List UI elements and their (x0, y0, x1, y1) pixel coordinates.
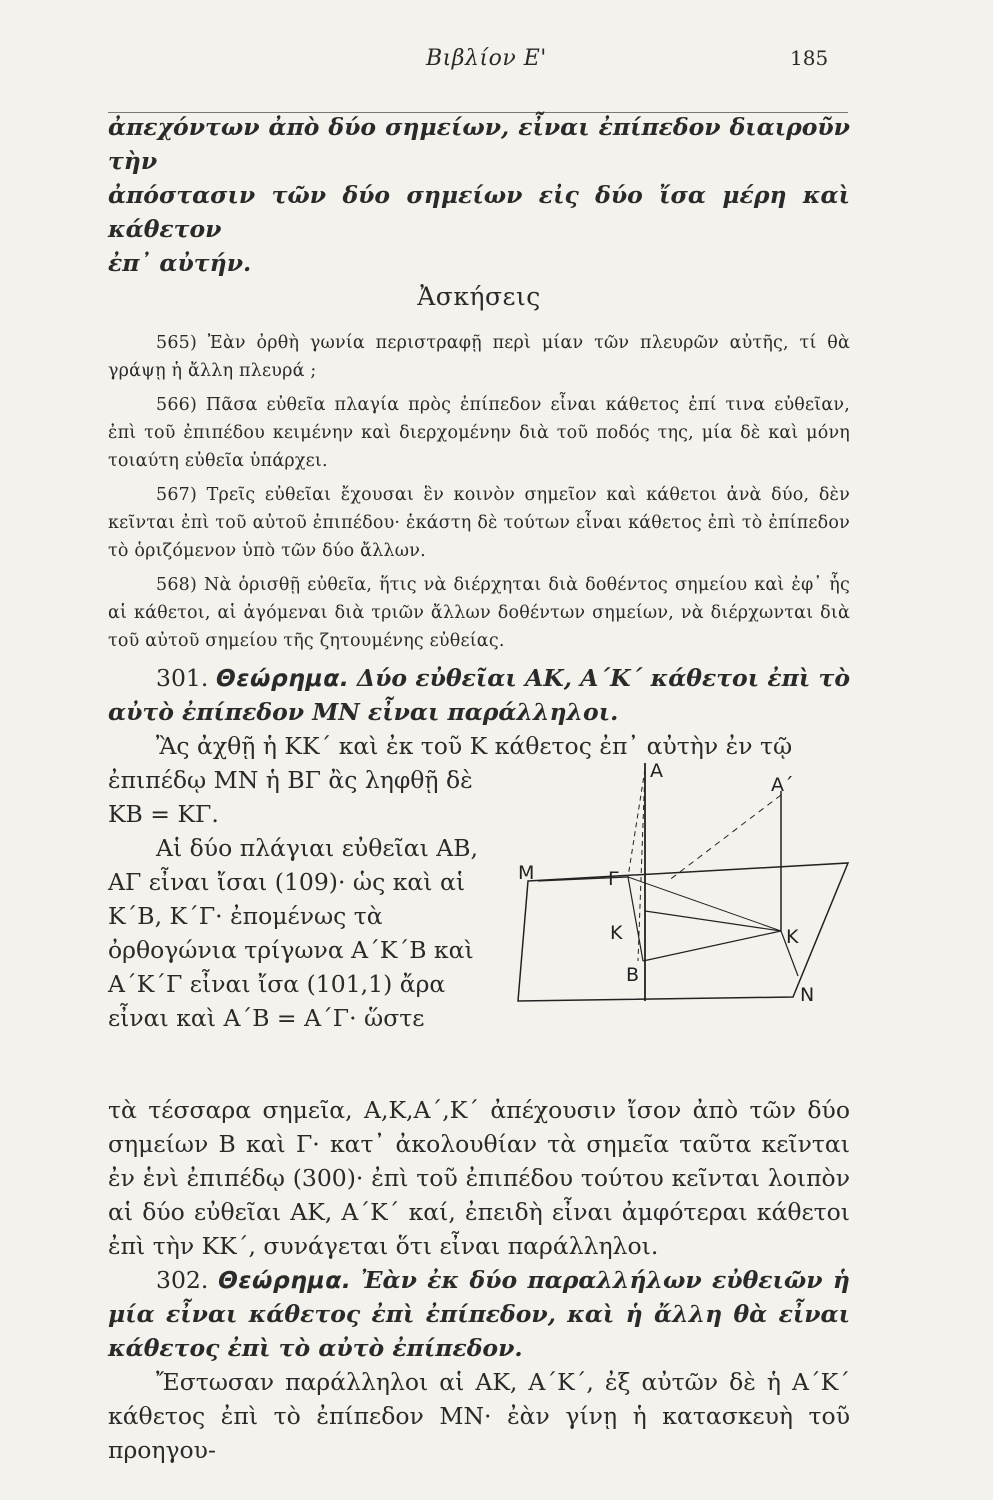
theorem-302-statement (108, 1263, 850, 1365)
theorem-302-proof: Ἔστωσαν παράλληλοι αἱ ΑΚ, Α΄Κ΄, ἐξ αὐτῶν δὲ ἡ Α΄Κ΄ κάθετος ἐπὶ τὸ ἐπίπεδον ΜΝ· ἐὰν γίνῃ ἡ κατασκευὴ τοῦ προηγου- (108, 1368, 850, 1464)
label-A-prime: A΄ (771, 774, 794, 796)
proof-with-figure (108, 760, 850, 1093)
label-A: A (650, 760, 663, 782)
running-title: Βιβλίον Ε' (426, 46, 547, 71)
line-ag-dashed (628, 769, 645, 877)
theorem-302-number: 302. (156, 1266, 209, 1294)
theorem-301-number: 301. (156, 664, 209, 692)
geometry-figure (498, 751, 878, 1111)
theorem-301-proof-end: τὰ τέσσαρα σημεῖα, Α,Κ,Α΄,Κ΄ ἀπέχουσιν ἴσον ἀπὸ τῶν δύο σημείων Β καὶ Γ· κατ᾽ ἀκολουθίαν τὰ σημεῖα ταῦτα κεῖνται ἐν ἑνὶ ἐπιπέδῳ (300)· ἐπὶ τοῦ ἐπιπέδου τούτου κεῖνται λοιπὸν αἱ δύο εὐθεῖαι ΑΚ, Α΄Κ΄ καί, ἐπειδὴ εἶναι ἀμφότεραι κάθετοι ἐπὶ τὴν ΚΚ΄, συνάγεται ὅτι εἶναι παράλληλοι. (108, 1096, 850, 1260)
theorem-301-proof-first: Ἂς ἀχθῇ ἡ ΚΚ΄ καὶ ἐκ τοῦ Κ κάθετος ἐπ᾽ αὐτὴν ἐν τῷ (156, 732, 793, 760)
theorem-301-proof-wrap-2: Αἱ δύο πλάγιαι εὐθεῖαι ΑΒ, ΑΓ εἶναι ἴσαι (109)· ὡς καὶ αἱ Κ΄Β, Κ΄Γ· ἐπομένως τὰ ὀρθογώνια τρίγωνα Α΄Κ΄Β καὶ Α΄Κ΄Γ εἶναι ἴσα (101,1) ἄρα εἶναι καὶ Α΄Β = Α΄Γ· ὥστε (108, 834, 478, 1032)
theorem-301-label: Θεώρημα. (215, 664, 350, 692)
intro-line-1: ἀπεχόντων ἀπὸ δύο σημείων, εἶναι ἐπίπεδον διαιροῦν τὴν (108, 113, 850, 175)
page-number: 185 (790, 46, 829, 70)
page-header (0, 40, 993, 80)
label-Gamma: Γ (608, 868, 619, 890)
label-K: K (610, 922, 623, 944)
exercises-heading: Ἀσκήσεις (417, 282, 541, 311)
label-N: N (800, 984, 815, 1006)
label-B: B (626, 964, 640, 986)
line-ab-dashed (638, 769, 645, 961)
proof-wrapped-text (108, 763, 478, 1035)
intro-line-2: ἀπόστασιν τῶν δύο σημείων εἰς δύο ἴσα μέρη καὶ κάθετον (108, 181, 850, 243)
theorem-301-statement (108, 661, 850, 729)
exercise-565: 565) Ἐὰν ὀρθὴ γωνία περιστραφῇ περὶ μίαν τῶν πλευρῶν αὐτῆς, τί θὰ γράψῃ ἡ ἄλλη πλευρά ; (108, 333, 850, 381)
page-body (108, 110, 850, 1467)
intro-paragraph (108, 110, 850, 280)
theorem-301-proof-wrap-1: ἐπιπέδῳ ΜΝ ἡ ΒΓ ἂς ληφθῇ δὲ ΚΒ = ΚΓ. (108, 766, 473, 828)
line-k-prime-b (643, 931, 781, 961)
intro-line-3: ἐπ᾽ αὐτήν. (108, 249, 252, 277)
theorem-301-text: Δύο εὐθεῖαι ΑΚ, Α΄Κ΄ κάθετοι ἐπὶ τὸ αὐτὸ ἐπίπεδον ΜΝ εἶναι παράλληλοι. (108, 664, 850, 726)
plane-mn (518, 863, 848, 1001)
exercise-567: 567) Τρεῖς εὐθεῖαι ἔχουσαι ἓν κοινὸν σημεῖον καὶ κάθετοι ἀνὰ δύο, δὲν κεῖνται ἐπὶ τοῦ αὐτοῦ ἐπιπέδου· ἑκάστη δὲ τούτων εἶναι κάθετος ἐπὶ τὸ ἐπίπεδον τὸ ὁριζόμενον ὑπὸ τῶν δύο ἄλλων. (108, 485, 850, 561)
label-M: M (518, 862, 535, 884)
exercise-566: 566) Πᾶσα εὐθεῖα πλαγία πρὸς ἐπίπεδον εἶναι κάθετος ἐπί τινα εὐθεῖαν, ἐπὶ τοῦ ἐπιπέδου κειμένην καὶ διερχομένην διὰ τοῦ ποδός της, μία δὲ καὶ μόνη τοιαύτη εὐθεῖα ὑπάρχει. (108, 395, 850, 471)
label-K-prime: K (786, 926, 799, 948)
line-k-prime-g (628, 877, 781, 931)
theorem-302-label: Θεώρημα. (217, 1266, 352, 1294)
theorem-302-text: Ἐὰν ἐκ δύο παραλλήλων εὐθειῶν ἡ μία εἶναι κάθετος ἐπὶ ἐπίπεδον, καὶ ἡ ἄλλη θὰ εἶναι κάθετος ἐπὶ τὸ αὐτὸ ἐπίπεδον. (108, 1266, 850, 1362)
line-kk-prime (645, 911, 781, 931)
exercise-568: 568) Νὰ ὁρισθῇ εὐθεῖα, ἥτις νὰ διέρχηται διὰ δοθέντος σημείου καὶ ἐφ᾽ ἧς αἱ κάθετοι, αἱ ἀγόμεναι διὰ τριῶν ἄλλων δοθέντων σημείων, νὰ διέρχωνται διὰ τοῦ αὐτοῦ σημείου τῆς ζητουμένης εὐθείας. (108, 575, 850, 651)
